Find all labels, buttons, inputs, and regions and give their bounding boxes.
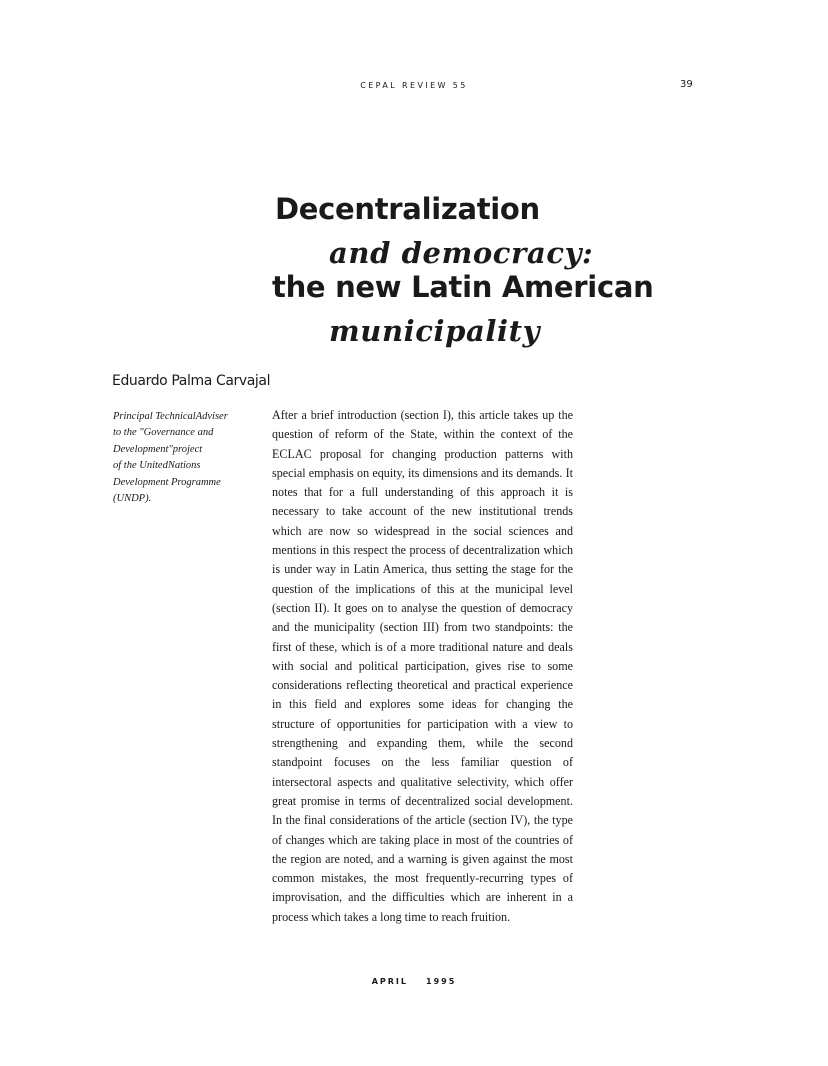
affiliation-line: Development"project bbox=[113, 443, 203, 455]
affiliation-line: Development Programme bbox=[113, 476, 221, 488]
affiliation-line: to the "Governance and bbox=[113, 427, 214, 439]
title-line-1: Decentralization bbox=[275, 192, 540, 226]
footer-year: 1995 bbox=[426, 977, 457, 986]
footer-date bbox=[0, 977, 828, 986]
affiliation-line: of the UnitedNations bbox=[113, 460, 201, 472]
page-number: 39 bbox=[680, 79, 693, 90]
running-head: CEPAL REVIEW 55 bbox=[360, 81, 468, 90]
author-name: Eduardo Palma Carvajal bbox=[112, 373, 271, 389]
title-line-4: municipality bbox=[329, 314, 541, 348]
abstract-text: After a brief introduction (section I), this article takes up the question of reform of the State, within the context of the ECLAC proposal for changing production patterns with special emphasis on equity, its dimensions and its demands. It notes that for a full understanding of this approach it is necessary to take account of the new institutional trends which are now so widespread in the social sciences and mentions in this respect the process of decentralization which is under way in Latin America, thus setting the stage for the question of the implications of this at the municipal level (section II). It goes on to analyse the question of democracy and the municipality (section III) from two standpoints: the first of these, which is of a more traditional nature and deals with social and political participation, gives rise to some considerations reflecting theoretical and practical experience in this field and explores some ideas for changing the structure of opportunities for participation with a view to strengthening and expanding them, while the second standpoint focuses on the less familiar question of intersectoral aspects and qualitative selectivity, which offer great promise in terms of decentralized social development. In the final considerations of the article (section IV), the type of changes which are taking place in most of the countries of the region are noted, and a warning is given against the most common mistakes, the most frequently-recurring types of improvisation, and the difficulties which are inherent in a process which takes a long time to reach fruition. bbox=[272, 408, 573, 924]
title-line-2: and democracy: bbox=[329, 236, 594, 270]
footer-month: APRIL bbox=[371, 977, 409, 986]
title-line-3: the new Latin American bbox=[272, 270, 654, 304]
affiliation-line: Principal TechnicalAdviser bbox=[113, 411, 228, 422]
affiliation-line: (UNDP). bbox=[113, 493, 152, 505]
author-affiliation bbox=[113, 409, 253, 507]
